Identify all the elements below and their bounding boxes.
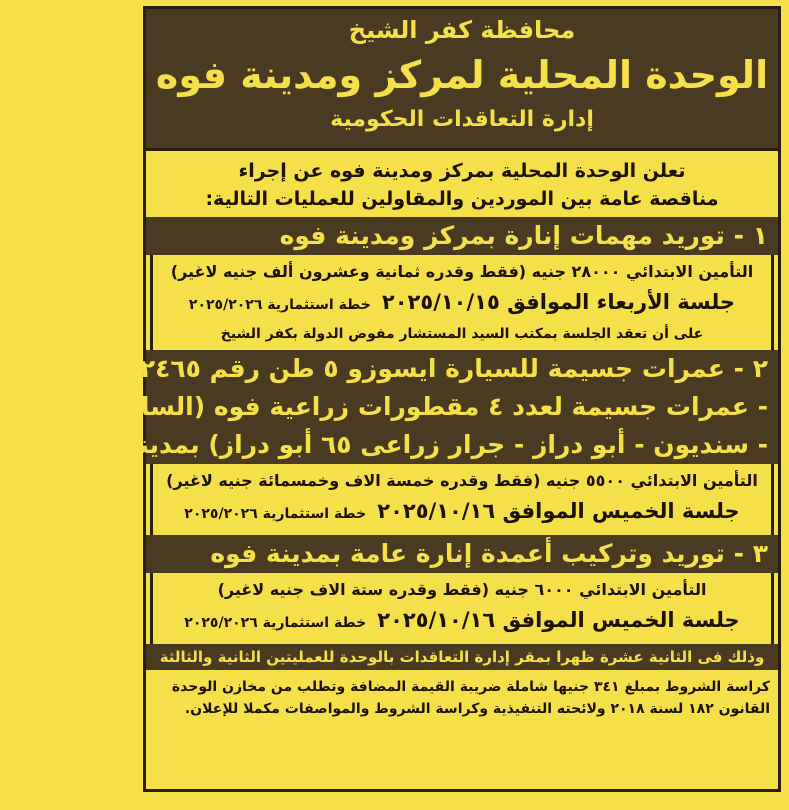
- governorate-title: محافظة كفر الشيخ: [348, 16, 576, 44]
- item-1-session-row: [161, 285, 763, 322]
- footer-line-1: كراسة الشروط بمبلغ ٣٤١ جنيها شاملة ضريبة القيمة المضافة وتطلب من مخازن الوحدة: [171, 679, 770, 695]
- item-2-insurance: التأمين الابتدائي ٥٥٠٠ جنيه (فقط وقدره خمسة الاف وخمسمائة جنيه لاغير): [166, 471, 758, 490]
- footer-line-2: القانون ١٨٢ لسنة ٢٠١٨ ولائحته التنفيذية وكراسة الشروط والمواصفات مكملا للإعلان.: [184, 701, 770, 717]
- department-title: إدارة التعاقدات الحكومية: [330, 107, 594, 132]
- item-2-title-block: [0, 350, 778, 464]
- item-3-session: جلسة الخميس الموافق ٢٠٢٥/١٠/١٦: [377, 608, 740, 632]
- item-3-plan: خطة استثمارية ٢٠٢٥/٢٠٢٦: [184, 615, 367, 631]
- item-2-details: [150, 464, 774, 535]
- intro: [146, 151, 778, 217]
- item-3-session-row: [161, 603, 763, 640]
- item-1-plan: خطة استثمارية ٢٠٢٥/٢٠٢٦: [188, 297, 371, 313]
- item-1-insurance: التأمين الابتدائي ٢٨٠٠٠ جنيه (فقط وقدره ثمانية وعشرون ألف جنيه لاغير): [170, 262, 754, 281]
- footer: [146, 670, 778, 726]
- intro-line-2: مناقصة عامة بين الموردين والمقاولين للعمليات التالية:: [205, 188, 719, 210]
- item-1-details: [150, 255, 774, 350]
- item-2-plan: خطة استثمارية ٢٠٢٥/٢٠٢٦: [184, 506, 367, 522]
- item-3-insurance: التأمين الابتدائي ٦٠٠٠ جنيه (فقط وقدره ستة الاف جنيه لاغير): [217, 580, 707, 599]
- item-2-session: جلسة الخميس الموافق ٢٠٢٥/١٠/١٦: [377, 499, 740, 523]
- header: [146, 9, 778, 151]
- item-2-title-line-3: - سنديون - أبو دراز - جرار زراعى ٦٥ أبو دراز) بمدينة فوه: [68, 430, 768, 459]
- item-2-session-row: [161, 494, 763, 531]
- item-2-title-line-1: ٢ - عمرات جسيمة للسيارة ايسوزو ٥ طن رقم ٢٤٦٥ بمدينة فوه: [0, 354, 768, 383]
- item-1-session: جلسة الأربعاء الموافق ٢٠٢٥/١٠/١٥: [381, 290, 736, 314]
- item-2-title-line-2: - عمرات جسيمة لعدد ٤ مقطورات زراعية فوه (السالمية: [89, 392, 768, 421]
- time-note: وذلك فى الثانية عشرة ظهرا بمقر إدارة التعاقدات بالوحدة للعمليتين الثانية والثالثة: [146, 644, 778, 670]
- advertisement-frame: [0, 6, 781, 792]
- item-1-title: ١ - توريد مهمات إنارة بمركز ومدينة فوه: [146, 217, 778, 255]
- item-3-details: [150, 573, 774, 644]
- item-3-title: ٣ - توريد وتركيب أعمدة إنارة عامة بمدينة فوه: [146, 535, 778, 573]
- unit-title: الوحدة المحلية لمركز ومدينة فوه: [155, 53, 769, 97]
- intro-line-1: تعلن الوحدة المحلية بمركز ومدينة فوه عن إجراء: [238, 160, 686, 182]
- item-1-note: على أن تعقد الجلسة بمكتب السيد المستشار مفوض الدولة بكفر الشيخ: [220, 326, 704, 342]
